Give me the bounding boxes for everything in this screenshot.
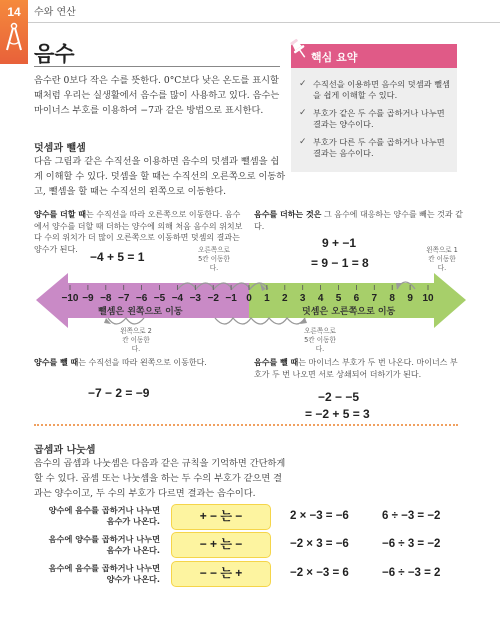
example: −6 ÷ −3 = 2 [382,567,441,579]
number-line-label: −3 [189,293,202,304]
check-icon: ✓ [299,108,307,118]
number-line-label: −4 [171,293,184,304]
check-icon: ✓ [299,79,307,89]
example: −6 ÷ 3 = −2 [382,538,441,550]
add-negative-equation-1: 9 + −1 [322,236,357,250]
number-line-label: 7 [371,293,378,304]
mul-div-paragraph: 음수의 곱셈과 나눗셈은 다음과 같은 규칙을 기억하면 간단하게 할 수 있다. 곱셈 또는 나눗셈을 하는 두 수의 부호가 같으면 결과는 양수이고, 두 수의 부호가 다르면 결과는 음수이다. [34,458,286,499]
number-line-label: 0 [246,293,252,304]
example: 6 ÷ −3 = −2 [382,510,441,522]
number-line-label: 9 [407,293,413,304]
rule-question: 음수에 음수를 곱하거나 나누면 양수가 나온다. [48,563,160,584]
page-title: 음수 [34,43,75,66]
rule-question: 음수에 양수를 곱하거나 나누면 음수가 나온다. [48,534,160,555]
summary-item: ✓ 부호가 같은 두 수를 곱하거나 나누면 결과는 양수이다. [299,108,445,129]
note-left-1: 왼쪽으로 1칸 이동한다. [426,246,458,272]
rule-pill: + − 는 − [171,504,271,530]
section-divider [34,424,458,426]
jump-arrow-sub-2 [108,318,144,324]
note-right-5b: 오른쪽으로 5칸 이동한다. [304,327,336,353]
number-line-label: −1 [225,293,237,304]
add-sub-heading: 덧셈과 뺄셈 [34,143,86,154]
jump-arrow-add-5b [215,318,305,324]
intro-paragraph: 음수란 0보다 작은 수를 뜻한다. 0°C보다 낮은 온도를 표시할 때처럼 우리는 실생활에서 음수를 많이 사용하고 있다. 음수는 마이너스 부호를 이용하여 −7과 같은 방법으로 표시한다. [34,75,280,116]
summary-item: ✓ 수직선을 이용하면 음수의 덧셈과 뺄셈을 쉽게 이해할 수 있다. [299,79,450,100]
mul-div-heading: 곱셈과 나눗셈 [34,445,96,456]
number-line-label: −8 [100,293,112,304]
rule-pill: − + 는 − [171,532,271,558]
number-line-label: 10 [422,293,434,304]
example: −2 × 3 = −6 [290,538,349,550]
number-line-label: −10 [61,293,79,304]
number-line-label: −5 [153,293,166,304]
page-number: 14 [7,5,21,19]
number-line-label: 3 [299,293,306,304]
number-line-label: −7 [117,293,130,304]
number-line-label: 5 [335,293,342,304]
subtract-negative-text: 음수를 뺄 때는 마이너스 부호가 두 번 나온다. 마이너스 부호가 두 번 나오면 서로 상쇄되어 더하기가 된다. [254,358,458,379]
subtract-positive-text: 양수를 뺄 때는 수직선을 따라 왼쪽으로 이동한다. [34,358,207,367]
rule-pill: − − 는 + [171,561,271,587]
left-arrow-label: 뺄셈은 왼쪽으로 이동 [98,307,183,317]
subtract-positive-equation: −7 − 2 = −9 [88,386,150,400]
note-right-5: 오른쪽으로 5칸 이동한다. [198,246,230,272]
add-negative-equation-2: = 9 − 1 = 8 [311,256,369,270]
example: 2 × −3 = −6 [290,510,349,522]
number-line-label: −9 [82,293,94,304]
rule-question: 양수에 음수를 곱하거나 나누면 음수가 나온다. [48,505,160,526]
number-line-label: −2 [207,293,219,304]
add-positive-equation: −4 + 5 = 1 [90,250,145,264]
subtract-negative-equation-1: −2 − −5 [318,390,360,404]
number-line-label: 4 [317,293,324,304]
add-positive-text: 양수를 더할 때는 수직선을 따라 오른쪽으로 이동한다. 음수에서 양수를 더할 때 더하는 양수에 의해 처음 음수의 위치보다 수의 위치가 더 많이 오른쪽으로 이동하면 덧셈의 결과는 양수가 된다. [34,210,243,254]
summary-heading: 핵심 요약 [291,44,457,68]
number-line-label: 1 [264,293,270,304]
right-arrow-label: 덧셈은 오른쪽으로 이동 [302,307,396,317]
example: −2 × −3 = 6 [290,567,349,579]
subtract-negative-equation-2: = −2 + 5 = 3 [305,407,370,421]
summary-item: ✓ 부호가 다른 두 수를 곱하거나 나누면 결과는 음수이다. [299,137,445,158]
section-name: 수와 연산 [34,7,76,18]
add-negative-text: 음수를 더하는 것은 그 음수에 대응하는 양수를 빼는 것과 같다. [254,210,463,231]
number-line-label: 6 [353,293,360,304]
check-icon: ✓ [299,137,307,147]
number-line-label: −6 [135,293,148,304]
note-left-2: 왼쪽으로 2칸 이동한다. [120,327,152,353]
add-sub-paragraph: 다음 그림과 같은 수직선을 이용하면 음수의 덧셈과 뺄셈을 쉽게 이해할 수 있다. 덧셈을 할 때는 수직선의 오른쪽으로 이동하고, 뺄셈을 할 때는 수직선의 왼쪽으로 이동한다. [34,156,286,197]
number-line-label: 2 [282,293,288,304]
number-line-label: 8 [389,293,395,304]
